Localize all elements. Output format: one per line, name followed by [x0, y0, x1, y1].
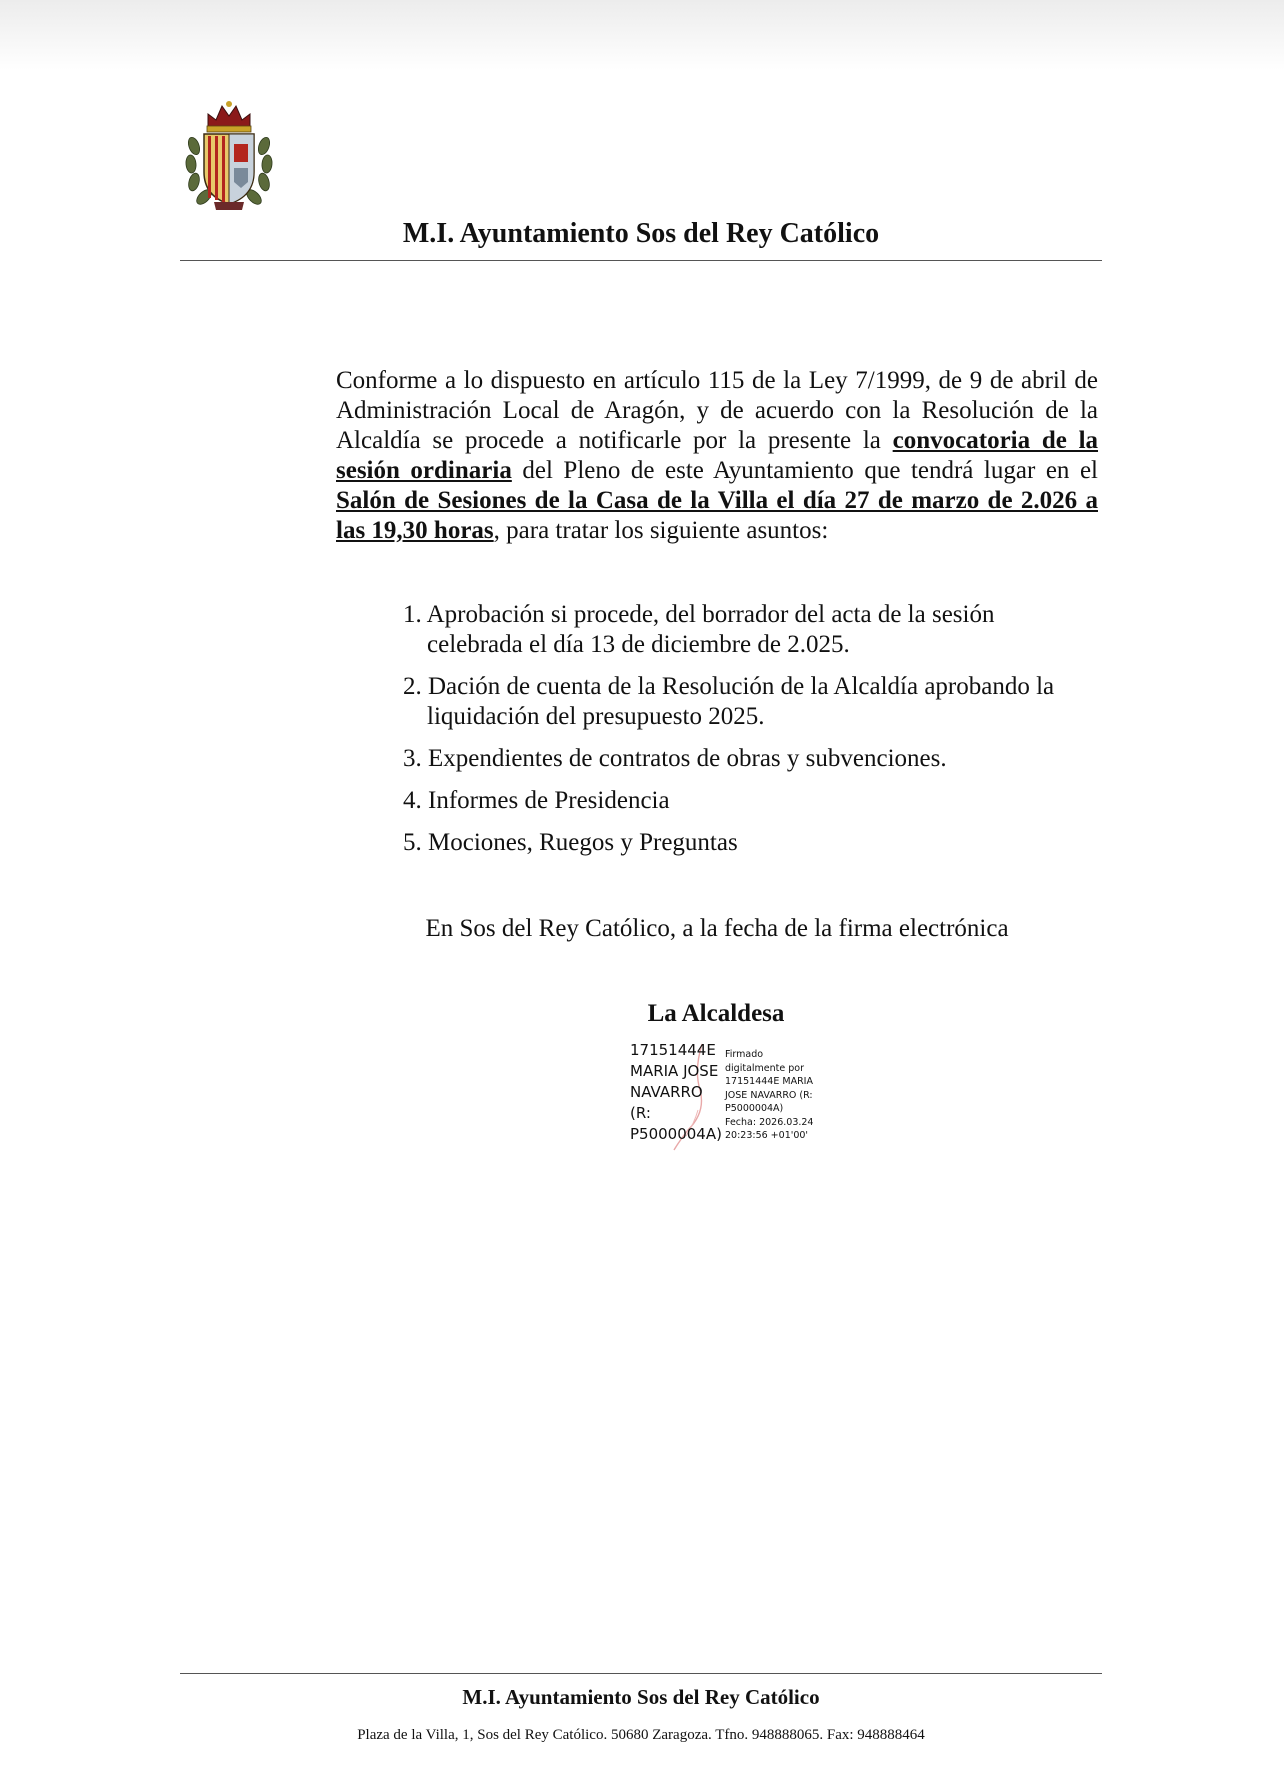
- footer-divider: [180, 1673, 1102, 1674]
- signer-title: La Alcaldesa: [647, 1000, 785, 1027]
- footer-title: M.I. Ayuntamiento Sos del Rey Católico: [462, 1685, 820, 1709]
- middle-text: del Pleno de este Ayuntamiento que tendrá lugar en el: [522, 457, 1098, 484]
- agenda-item: 3. Expendientes de contratos de obras y subvenciones.: [403, 745, 947, 772]
- header-title: M.I. Ayuntamiento Sos del Rey Católico: [402, 218, 880, 249]
- footer-address: Plaza de la Villa, 1, Sos del Rey Católico. 50680 Zaragoza. Tfno. 948888065. Fax: 948888464: [357, 1727, 925, 1743]
- convocation-paragraph: [336, 366, 1098, 546]
- signature-details: Firmado digitalmente por 17151444E MARIA JOSE NAVARRO (R: P5000004A) Fecha: 2026.03.24 20:23:56 +01'00': [725, 1049, 814, 1141]
- agenda-list: [387, 600, 1087, 870]
- digital-signature: [630, 1040, 830, 1150]
- intro-text: Conforme a lo dispuesto en artículo 115 de la Ley 7/1999, de 9 de abril de Administración Local de Aragón, y de acuerdo con la Resolución de la Alcaldía se procede a notificarle por la presente la: [336, 367, 1098, 454]
- header-divider: [180, 260, 1102, 261]
- coat-of-arms-icon: [184, 98, 274, 214]
- signature-signer-id: 17151444E MARIA JOSE NAVARRO (R: P5000004A): [630, 1041, 722, 1143]
- agenda-item: 1. Aprobación si procede, del borrador del acta de la sesión celebrada el día 13 de diciembre de 2.025.: [403, 601, 995, 658]
- page-top-shadow: [0, 0, 1284, 70]
- agenda-item: 2. Dación de cuenta de la Resolución de la Alcaldía aprobando la liquidación del presupuesto 2025.: [403, 673, 1055, 730]
- outro-text: , para tratar los siguiente asuntos:: [493, 517, 829, 544]
- convocatoria-text: convocatoria de la sesión ordinaria: [336, 427, 1099, 484]
- place-date-line: En Sos del Rey Católico, a la fecha de la firma electrónica: [425, 915, 1009, 942]
- agenda-item: 4. Informes de Presidencia: [403, 787, 670, 814]
- meeting-place-date: Salón de Sesiones de la Casa de la Villa el día 27 de marzo de 2.026 a las 19,30 horas: [336, 487, 1098, 544]
- agenda-item: 5. Mociones, Ruegos y Preguntas: [403, 829, 738, 856]
